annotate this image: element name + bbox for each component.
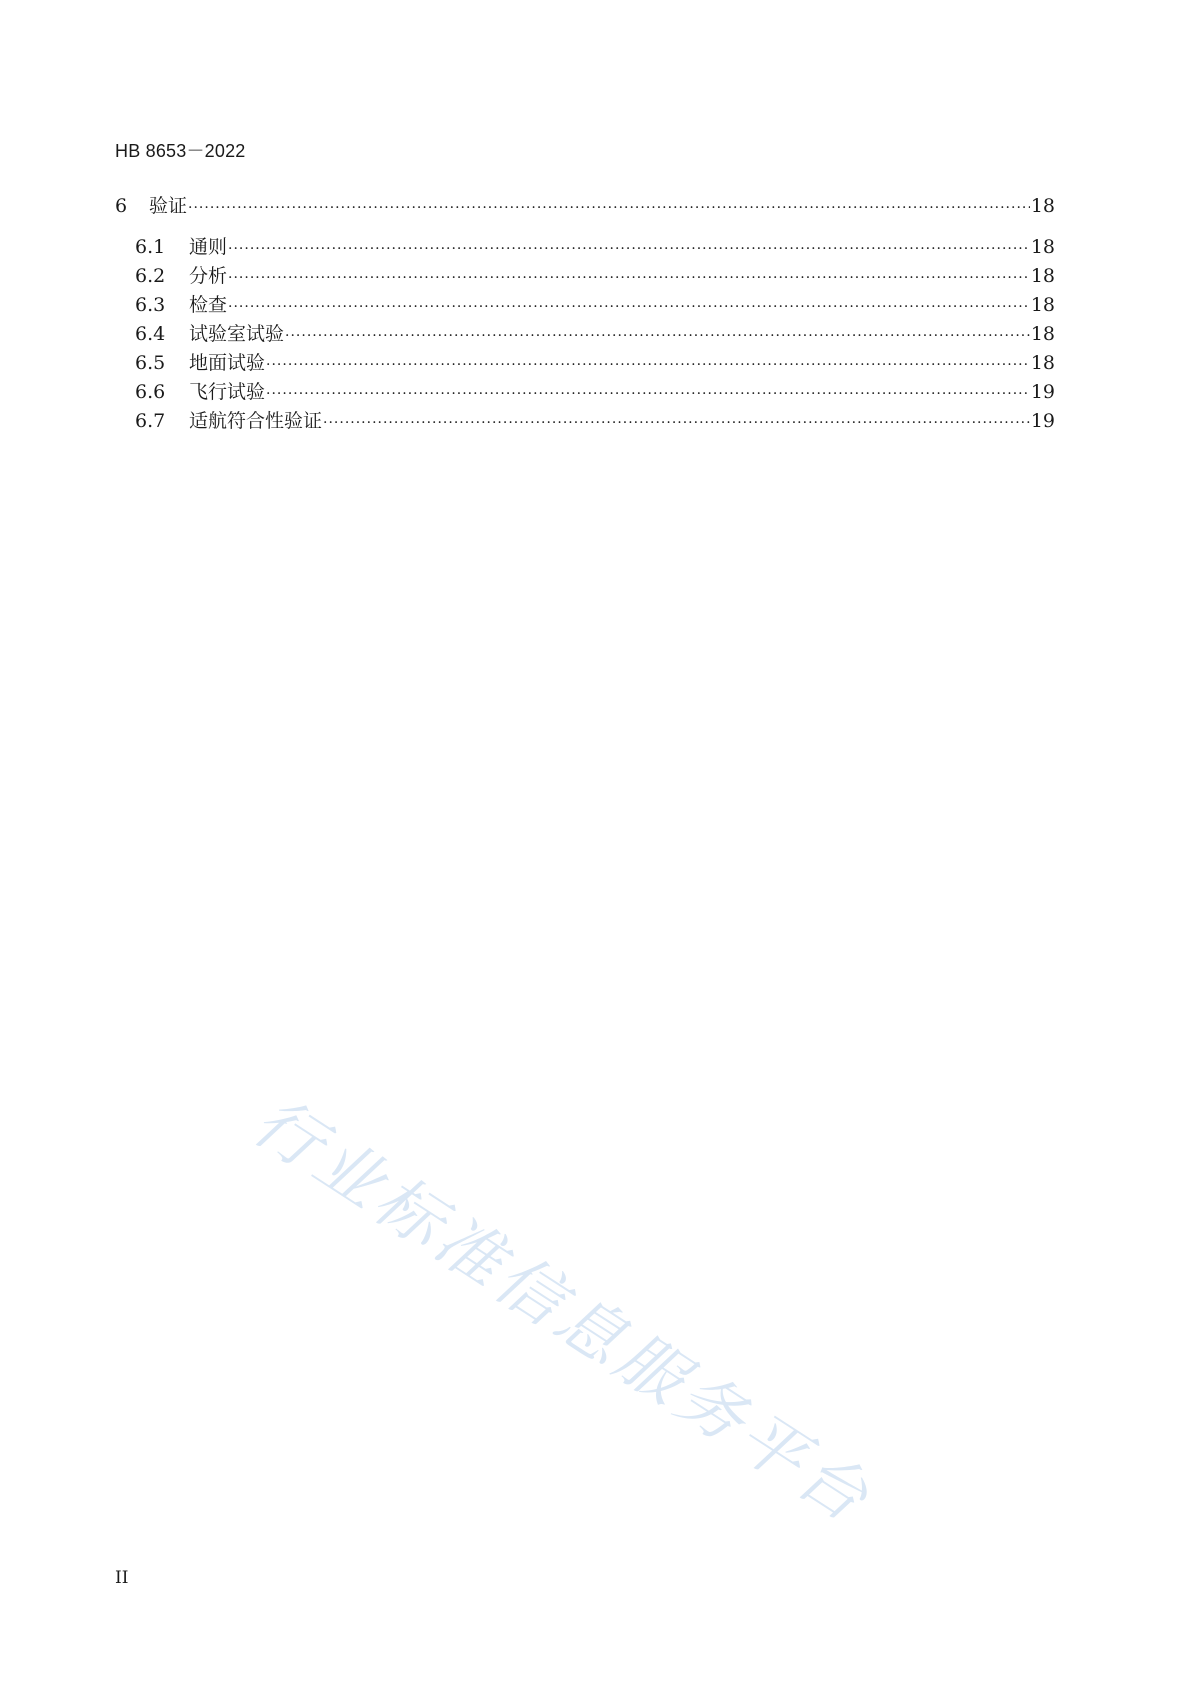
toc-dot-leader xyxy=(228,235,1030,263)
toc-entry-page: 18 xyxy=(1030,265,1055,287)
toc-entry-page: 18 xyxy=(1030,236,1055,258)
toc-entry-title: 分析 xyxy=(189,265,228,287)
toc-entry-title: 检查 xyxy=(189,294,228,316)
page-number: II xyxy=(115,1568,129,1588)
toc-entry-6[interactable] xyxy=(115,192,1055,220)
toc-dot-leader xyxy=(266,351,1030,379)
toc-entry-6-2[interactable] xyxy=(135,262,1055,290)
toc-entry-title: 飞行试验 xyxy=(189,381,266,403)
toc-entry-page: 19 xyxy=(1030,381,1055,403)
toc-entry-6-4[interactable] xyxy=(135,320,1055,348)
toc-entry-number: 6 xyxy=(115,195,128,217)
toc-entry-number: 6.1 xyxy=(135,236,166,258)
watermark: 行业标准信息服务平台 xyxy=(239,1082,886,1540)
toc-entry-6-1[interactable] xyxy=(135,233,1055,261)
toc-entry-6-7[interactable] xyxy=(135,407,1055,435)
toc-entry-number: 6.7 xyxy=(135,410,166,432)
toc-entry-page: 18 xyxy=(1030,352,1055,374)
toc-entry-6-5[interactable] xyxy=(135,349,1055,377)
toc-dot-leader xyxy=(188,194,1030,222)
toc-entry-title: 试验室试验 xyxy=(189,323,285,345)
toc-entry-title: 适航符合性验证 xyxy=(189,410,323,432)
toc-dot-leader xyxy=(228,264,1030,292)
toc-dot-leader xyxy=(323,409,1030,437)
toc-dot-leader xyxy=(285,322,1030,350)
toc-entry-number: 6.2 xyxy=(135,265,166,287)
toc-entry-number: 6.5 xyxy=(135,352,166,374)
toc-entry-title: 通则 xyxy=(189,236,228,258)
toc-dot-leader xyxy=(228,293,1030,321)
toc-entry-6-6[interactable] xyxy=(135,378,1055,406)
toc-entry-6-3[interactable] xyxy=(135,291,1055,319)
toc-entry-number: 6.3 xyxy=(135,294,166,316)
toc-entry-title: 地面试验 xyxy=(189,352,266,374)
toc-entry-page: 18 xyxy=(1030,294,1055,316)
toc-entry-title: 验证 xyxy=(149,195,188,217)
toc-entry-number: 6.6 xyxy=(135,381,166,403)
toc-entry-page: 19 xyxy=(1030,410,1055,432)
toc-entry-page: 18 xyxy=(1030,323,1055,345)
document-code: HB 8653－2022 xyxy=(115,141,246,161)
toc-dot-leader xyxy=(266,380,1030,408)
toc-entry-page: 18 xyxy=(1030,195,1055,217)
toc-entry-number: 6.4 xyxy=(135,323,166,345)
